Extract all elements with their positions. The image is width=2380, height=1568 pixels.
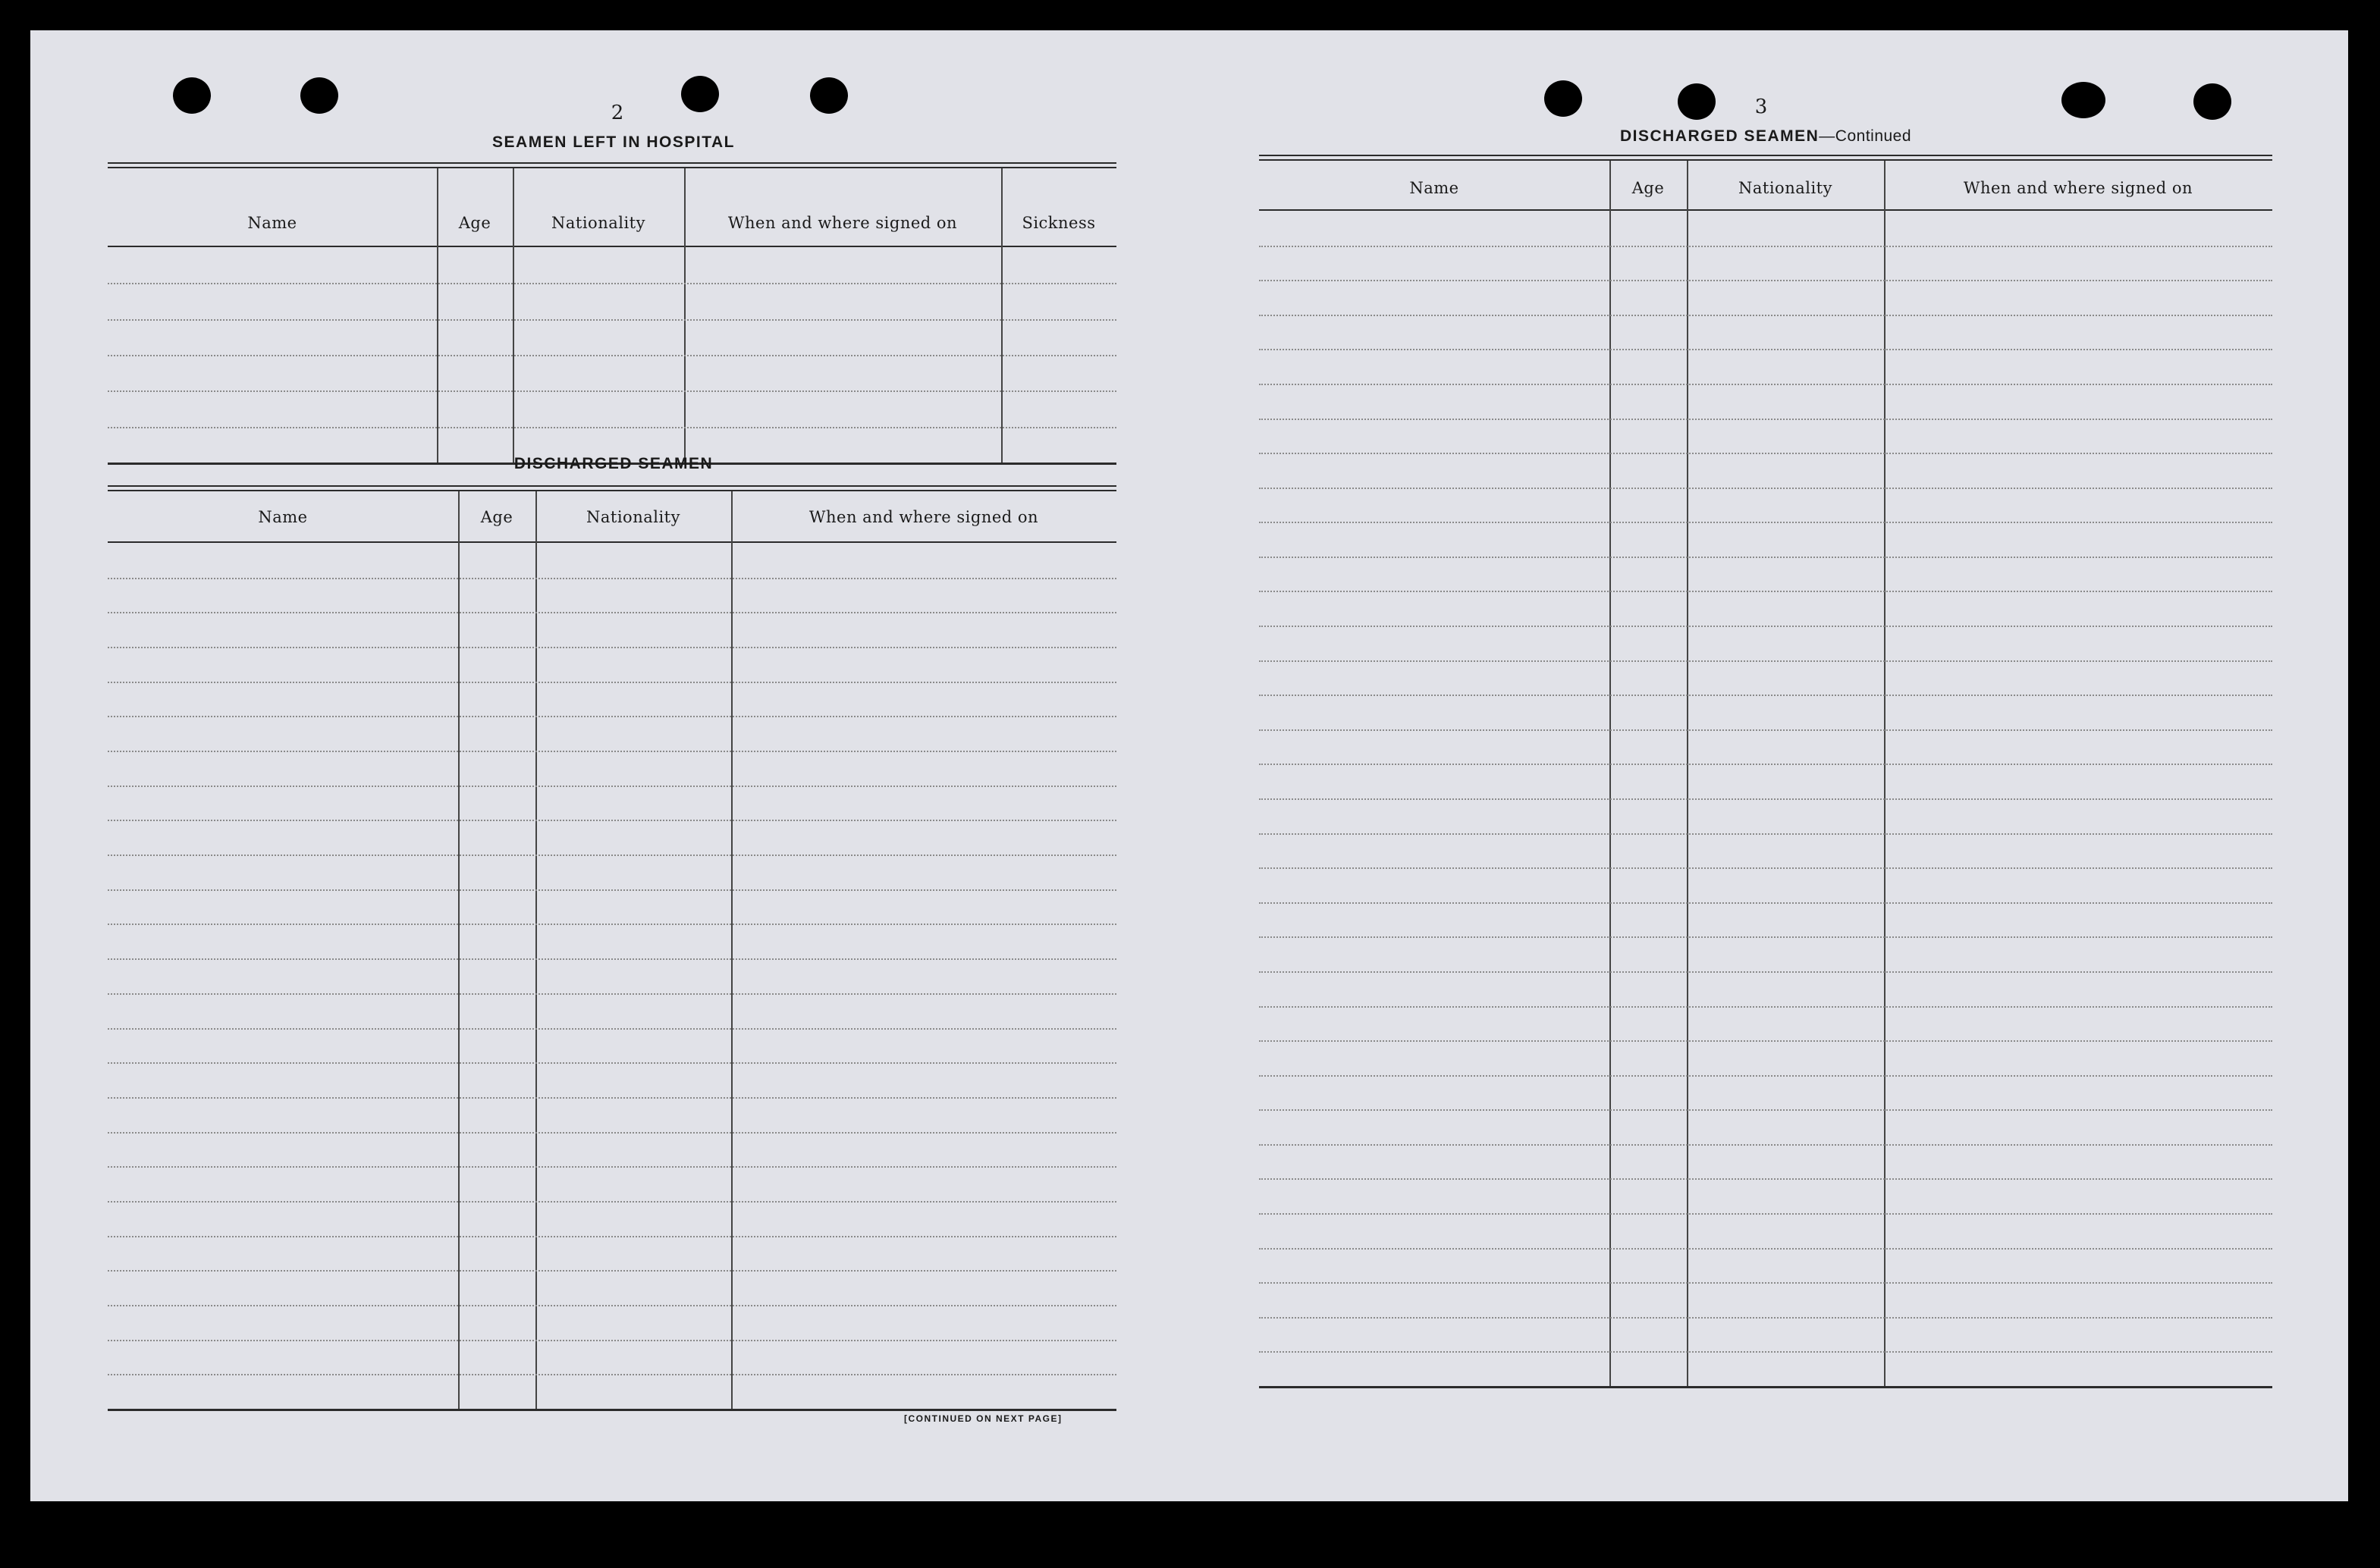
table-row [1259, 1317, 2272, 1319]
table-row [1259, 1040, 2272, 1042]
table-row [1259, 902, 2272, 904]
column-header-signed-on: When and where signed on [727, 214, 958, 232]
hospital-section-title: SEAMEN LEFT IN HOSPITAL [492, 133, 735, 151]
table-row [108, 682, 1116, 683]
table-row [1259, 867, 2272, 869]
column-header-nationality: Nationality [551, 214, 645, 232]
table-row [108, 820, 1116, 821]
hospital-table [108, 162, 1116, 466]
table-row [108, 924, 1116, 925]
table-row [1259, 729, 2272, 731]
table-row [108, 647, 1116, 648]
column-header-name: Name [1409, 179, 1459, 197]
table-row [1259, 453, 2272, 454]
column-header-age: Age [480, 508, 513, 526]
table-row [108, 716, 1116, 717]
table-row [1259, 1075, 2272, 1077]
section-title: DISCHARGED SEAMEN [1619, 127, 1820, 145]
punch-hole [173, 77, 211, 114]
table-row [108, 889, 1116, 891]
table-row [108, 1270, 1116, 1272]
column-header-signed-on: When and where signed on [809, 508, 1039, 526]
table-row [108, 578, 1116, 579]
table-row [1259, 660, 2272, 662]
continued-label: —Continued [1819, 127, 1912, 145]
table-row [108, 958, 1116, 960]
table-row [1259, 419, 2272, 420]
table-row [108, 1201, 1116, 1203]
discharged-table [108, 485, 1116, 1412]
column-header-name: Name [247, 214, 297, 232]
punch-hole [810, 77, 848, 114]
register-sheet [30, 30, 2348, 1501]
table-row [1259, 833, 2272, 835]
table-row [1259, 1144, 2272, 1146]
column-header-name: Name [258, 508, 308, 526]
table-row [1259, 522, 2272, 523]
table-row [1259, 695, 2272, 696]
table-row [108, 1166, 1116, 1168]
table-row [1259, 280, 2272, 281]
table-row [108, 1340, 1116, 1341]
table-row [108, 612, 1116, 613]
table-row [108, 427, 1116, 428]
table-row [1259, 246, 2272, 247]
table-row [1259, 591, 2272, 592]
column-header-signed-on: When and where signed on [1963, 179, 2193, 197]
table-row [108, 1305, 1116, 1306]
column-header-nationality: Nationality [586, 508, 680, 526]
column-header-sickness: Sickness [1022, 214, 1096, 232]
column-header-age: Age [458, 214, 491, 232]
table-row [108, 1097, 1116, 1099]
table-row [108, 355, 1116, 356]
table-row [1259, 626, 2272, 627]
table-row [108, 751, 1116, 752]
punch-hole [1544, 80, 1582, 117]
table-row [1259, 798, 2272, 800]
discharged-continued-title [1261, 127, 2271, 146]
table-row [108, 1236, 1116, 1237]
table-row [108, 283, 1116, 284]
column-header-nationality: Nationality [1738, 179, 1832, 197]
table-row [1259, 384, 2272, 385]
table-row [108, 390, 1116, 392]
table-row [1259, 349, 2272, 350]
discharged-continued-table [1259, 155, 2272, 1391]
punch-hole [2193, 83, 2231, 120]
table-row [1259, 764, 2272, 765]
table-row [1259, 315, 2272, 316]
table-row [1259, 1109, 2272, 1111]
table-row [1259, 1282, 2272, 1284]
table-row [108, 319, 1116, 321]
table-row [108, 786, 1116, 787]
table-row [1259, 1213, 2272, 1215]
punch-hole [300, 77, 338, 114]
column-header-age: Age [1631, 179, 1665, 197]
punch-hole [1678, 83, 1716, 120]
table-row [108, 1062, 1116, 1064]
table-row [1259, 1006, 2272, 1008]
table-row [1259, 936, 2272, 938]
discharged-section-title: DISCHARGED SEAMEN [513, 455, 714, 472]
table-row [108, 993, 1116, 995]
table-row [1259, 557, 2272, 558]
table-row [1259, 1351, 2272, 1353]
table-row [108, 1374, 1116, 1375]
table-row [1259, 1178, 2272, 1180]
table-row [108, 855, 1116, 856]
table-row [1259, 488, 2272, 489]
page-number-right: 3 [1754, 96, 1768, 118]
table-row [108, 1132, 1116, 1134]
punch-hole [2061, 82, 2105, 118]
table-row [1259, 1248, 2272, 1250]
table-row [1259, 971, 2272, 973]
table-row [108, 1028, 1116, 1030]
page-number-left: 2 [611, 102, 624, 124]
punch-hole [681, 76, 719, 112]
continued-note: [CONTINUED ON NEXT PAGE] [904, 1413, 1063, 1424]
